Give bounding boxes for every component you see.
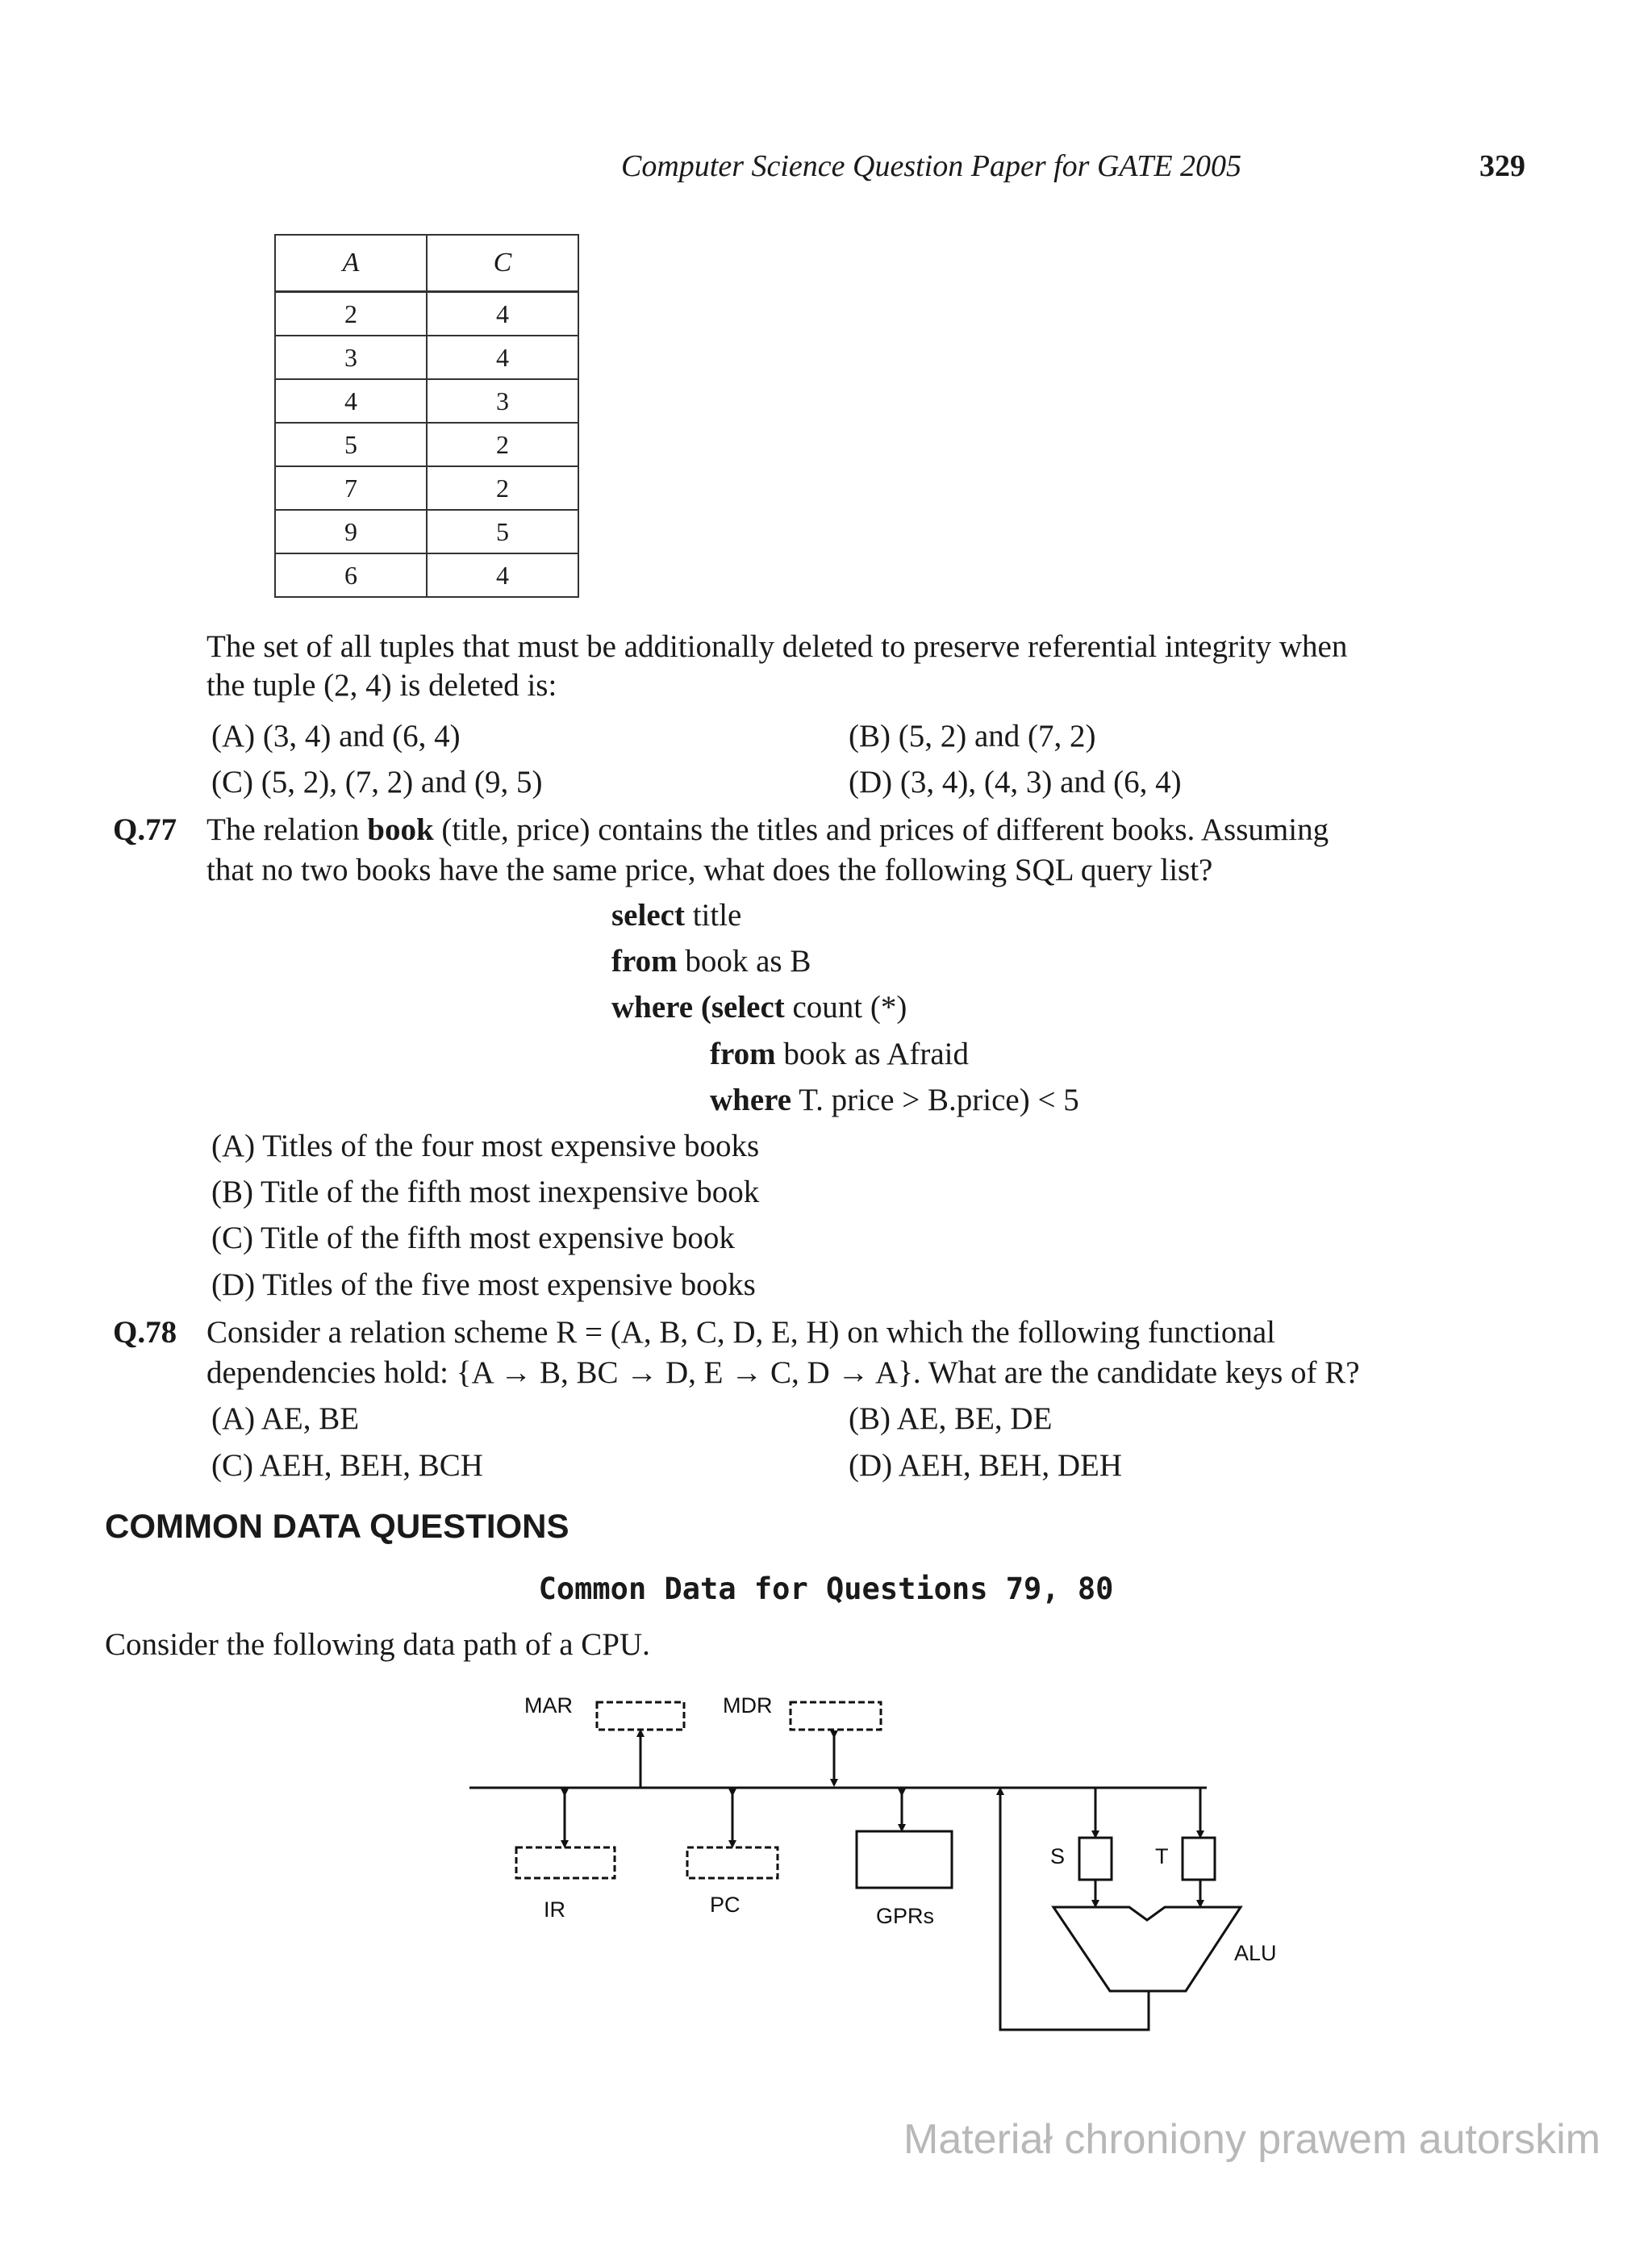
table-cell: 9 bbox=[275, 510, 427, 553]
pc-register bbox=[687, 1847, 778, 1878]
sql-text: T. price > B.price) < 5 bbox=[791, 1083, 1079, 1117]
sql-keyword: select bbox=[611, 898, 685, 933]
table-cell: 4 bbox=[427, 336, 578, 379]
mar-register bbox=[597, 1702, 684, 1730]
q78-text-line2: dependencies hold: {A → B, BC → D, E → C, D → A}. What are the candidate keys of R? bbox=[206, 1355, 1360, 1390]
q78-number: Q.78 bbox=[113, 1315, 177, 1350]
table-cell: 2 bbox=[427, 466, 578, 510]
sql-keyword: from bbox=[611, 944, 678, 979]
gprs-register-file bbox=[857, 1831, 952, 1888]
gprs-label: GPRs bbox=[876, 1904, 935, 1928]
q77-option-a: (A) Titles of the four most expensive books bbox=[211, 1129, 760, 1163]
table-cell: 7 bbox=[275, 466, 427, 510]
alu-feedback-line bbox=[1000, 1793, 1149, 2030]
table-cell: 5 bbox=[275, 423, 427, 466]
table-cell: 5 bbox=[427, 510, 578, 553]
mdr-register bbox=[791, 1702, 881, 1730]
q76-text-line2: the tuple (2, 4) is deleted is: bbox=[206, 668, 557, 703]
table-cell: 2 bbox=[427, 423, 578, 466]
q76-text-line1: The set of all tuples that must be additionally deleted to preserve referential integrity when bbox=[206, 629, 1348, 664]
sql-keyword: where (select bbox=[611, 990, 785, 1025]
q77-text-pre: The relation bbox=[206, 812, 360, 847]
running-header-title: Computer Science Question Paper for GATE 2005 bbox=[621, 149, 1242, 183]
q78-option-b: (B) AE, BE, DE bbox=[849, 1401, 1053, 1436]
intro-text: Consider the following data path of a CPU. bbox=[105, 1627, 650, 1662]
table-cell: 4 bbox=[427, 292, 578, 336]
table-cell: 2 bbox=[275, 292, 427, 336]
subsection-title: Common Data for Questions 79, 80 bbox=[538, 1572, 1114, 1606]
column-header: C bbox=[427, 235, 578, 292]
mdr-label: MDR bbox=[723, 1693, 773, 1718]
q76-option-b: (B) (5, 2) and (7, 2) bbox=[849, 719, 1096, 753]
alu-label: ALU bbox=[1234, 1941, 1277, 1965]
sql-keyword: where bbox=[710, 1083, 792, 1117]
alu-shape bbox=[1053, 1907, 1241, 1991]
ir-register bbox=[516, 1847, 615, 1878]
sql-text: book as Afraid bbox=[775, 1037, 969, 1071]
pc-label: PC bbox=[710, 1893, 740, 1917]
t-register bbox=[1183, 1838, 1215, 1880]
s-label: S bbox=[1050, 1844, 1066, 1868]
q77-number: Q.77 bbox=[113, 812, 177, 847]
q77-option-d: (D) Titles of the five most expensive books bbox=[211, 1267, 756, 1302]
q76-option-a: (A) (3, 4) and (6, 4) bbox=[211, 719, 461, 753]
q77-relation-name: book bbox=[367, 812, 434, 847]
q78-option-c: (C) AEH, BEH, BCH bbox=[211, 1448, 483, 1483]
column-header: A bbox=[275, 235, 427, 292]
q77-text-post: (title, price) contains the titles and prices of different books. Assuming bbox=[441, 812, 1329, 847]
ir-label: IR bbox=[544, 1897, 565, 1922]
table-cell: 4 bbox=[427, 553, 578, 597]
q78-option-a: (A) AE, BE bbox=[211, 1401, 360, 1436]
q77-option-c: (C) Title of the fifth most expensive book bbox=[211, 1221, 735, 1255]
page-number: 329 bbox=[1479, 149, 1525, 183]
section-title: COMMON DATA QUESTIONS bbox=[105, 1507, 569, 1545]
q78-text-line1: Consider a relation scheme R = (A, B, C, D, E, H) on which the following functional bbox=[206, 1315, 1275, 1350]
mar-label: MAR bbox=[524, 1693, 573, 1718]
s-register bbox=[1079, 1838, 1112, 1880]
table-cell: 4 bbox=[275, 379, 427, 423]
watermark: Materiał chroniony prawem autorskim bbox=[903, 2116, 1601, 2163]
q76-option-d: (D) (3, 4), (4, 3) and (6, 4) bbox=[849, 765, 1182, 799]
q76-option-c: (C) (5, 2), (7, 2) and (9, 5) bbox=[211, 765, 543, 799]
t-label: T bbox=[1155, 1844, 1169, 1868]
q77-option-b: (B) Title of the fifth most inexpensive book bbox=[211, 1175, 760, 1209]
q77-text-line2: that no two books have the same price, what does the following SQL query list? bbox=[206, 853, 1213, 887]
sql-text: title bbox=[684, 898, 742, 933]
q78-option-d: (D) AEH, BEH, DEH bbox=[849, 1448, 1123, 1483]
sql-keyword: from bbox=[710, 1037, 776, 1071]
table-cell: 6 bbox=[275, 553, 427, 597]
table-cell: 3 bbox=[427, 379, 578, 423]
table-cell: 3 bbox=[275, 336, 427, 379]
sql-text: count (*) bbox=[784, 990, 907, 1025]
sql-text: book as B bbox=[677, 944, 811, 979]
